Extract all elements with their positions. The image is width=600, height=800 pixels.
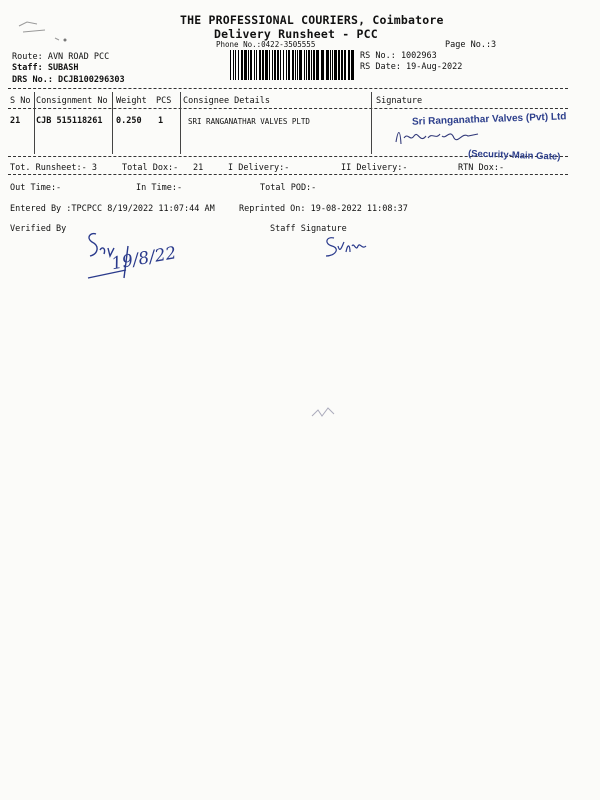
header-signature: Signature (376, 96, 423, 106)
header-consignee: Consignee Details (183, 96, 270, 106)
runsheet-subtitle: Delivery Runsheet - PCC (214, 27, 378, 41)
scan-speck (15, 18, 75, 44)
rs-date: RS Date: 19-Aug-2022 (360, 62, 463, 72)
scan-speck (310, 404, 338, 422)
barcode-bar (269, 50, 270, 80)
drs-number: DRS No.: DCJB100296303 (12, 75, 125, 85)
totals-rule (8, 174, 568, 175)
col-divider (371, 92, 372, 154)
barcode-bar (262, 50, 264, 80)
route-label: Route: AVN ROAD PCC (12, 52, 110, 62)
barcode-bar (297, 50, 298, 80)
barcode-bar (326, 50, 329, 80)
table-top-rule (8, 88, 568, 89)
barcode-bar (332, 50, 333, 80)
barcode-bar (313, 50, 315, 80)
verifier-signature (80, 226, 180, 286)
barcode-bar (277, 50, 279, 80)
barcode-bar (348, 50, 350, 80)
barcode-bar (292, 50, 294, 80)
receiver-signature (392, 124, 482, 150)
barcode-bar (306, 50, 307, 80)
barcode-bar (238, 50, 239, 80)
total-dox-label: Total Dox:- (122, 163, 179, 173)
table-header-rule (8, 108, 568, 109)
staff-signature-label: Staff Signature (270, 224, 347, 234)
total-pod: Total POD:- (260, 183, 317, 193)
barcode-bar (334, 50, 337, 80)
company-title: THE PROFESSIONAL COURIERS, Coimbatore (180, 13, 444, 27)
barcode-bar (330, 50, 331, 80)
barcode-bar (241, 50, 243, 80)
rtn-dox: RTN Dox:- (458, 163, 505, 173)
col-divider (180, 92, 181, 154)
barcode-bar (250, 50, 252, 80)
barcode-bar (344, 50, 346, 80)
col-divider (34, 92, 35, 154)
reprinted-on: Reprinted On: 19-08-2022 11:08:37 (239, 204, 408, 214)
phone-number: Phone No.:0422-3505555 (216, 40, 316, 49)
cell-consignee: SRI RANGANATHAR VALVES PLTD (188, 117, 310, 126)
barcode-bar (230, 50, 231, 80)
barcode-bar (351, 50, 354, 80)
staff-signature (320, 232, 380, 262)
staff-label: Staff: SUBASH (12, 63, 79, 73)
barcode-bar (254, 50, 255, 80)
barcode-bar (321, 50, 324, 80)
barcode-bar (304, 50, 305, 80)
barcode-bar (341, 50, 343, 80)
cell-weight: 0.250 (116, 116, 142, 126)
barcode-bar (259, 50, 261, 80)
barcode-bar (248, 50, 249, 80)
barcode-bar (311, 50, 312, 80)
verified-date: 19/8/22 (109, 243, 178, 275)
in-time: In Time:- (136, 183, 183, 193)
entered-by: Entered By :TPCPCC 8/19/2022 11:07:44 AM (10, 204, 215, 214)
total-dox-value: 21 (193, 163, 204, 173)
barcode-bar (233, 50, 234, 80)
barcode-bar (308, 50, 310, 80)
barcode-bar (272, 50, 273, 80)
barcode-bar (256, 50, 257, 80)
barcode-bar (265, 50, 268, 80)
barcode-bar (286, 50, 287, 80)
barcode-bar (283, 50, 284, 80)
out-time: Out Time:- (10, 183, 62, 193)
stamp-department: (Security-Main Gate) (467, 148, 561, 163)
second-delivery: II Delivery:- (341, 163, 408, 173)
total-runsheet: Tot. Runsheet:- 3 (10, 163, 97, 173)
cell-consignment: CJB 515118261 (36, 116, 103, 126)
first-delivery: I Delivery:- (228, 163, 290, 173)
company-stamp: Sri Ranganathar Valves (Pvt) Ltd (411, 111, 567, 128)
barcode (230, 50, 354, 80)
header-consignment: Consignment No (36, 96, 108, 106)
barcode-bar (235, 50, 236, 80)
page-number: Page No.:3 (445, 40, 497, 50)
rs-number: RS No.: 1002963 (360, 51, 437, 61)
barcode-bar (295, 50, 296, 80)
barcode-bar (316, 50, 319, 80)
barcode-bar (338, 50, 340, 80)
barcode-bar (274, 50, 276, 80)
header-weight: Weight (116, 96, 147, 106)
barcode-bar (280, 50, 281, 80)
cell-sno: 21 (10, 116, 21, 126)
verified-by-label: Verified By (10, 224, 67, 234)
barcode-bar (288, 50, 290, 80)
header-sno: S No (10, 96, 31, 106)
barcode-bar (244, 50, 247, 80)
cell-pcs: 1 (158, 116, 164, 126)
header-pcs: PCS (156, 96, 172, 106)
barcode-bar (299, 50, 302, 80)
col-divider (112, 92, 113, 154)
